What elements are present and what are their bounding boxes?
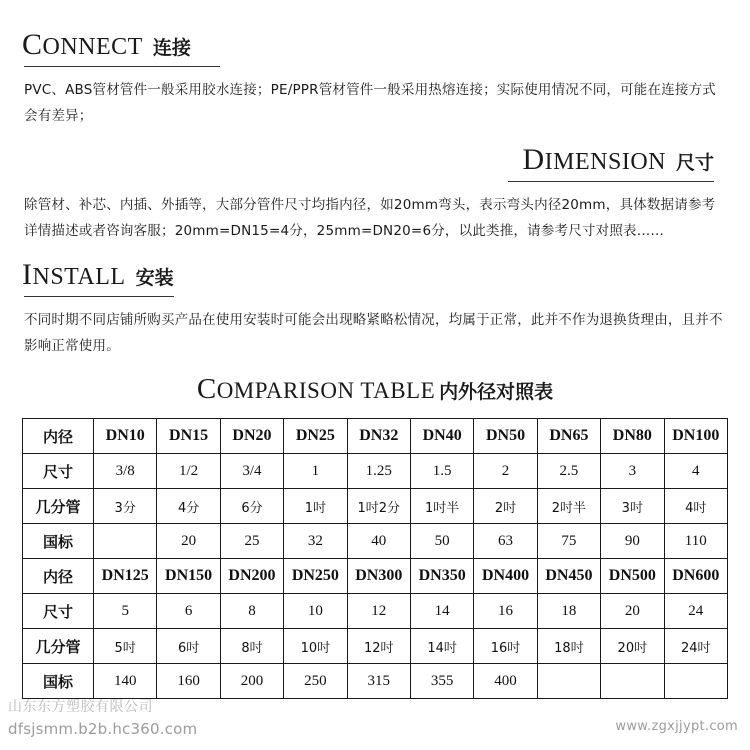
table-cell: DN450 [537,559,600,594]
dimension-body: 除管材、补芯、内插、外插等，大部分管件尺寸均指内径，如20mm弯头，表示弯头内径20mm，具体数据请参考详情描述或者咨询客服；20mm=DN15=4分，25mm=DN20=6分，以此类推，请参考尺寸对照表…… [24,197,716,239]
table-cell: 75 [537,524,600,559]
table-cell: 6吋 [157,629,220,664]
table-cell: 1吋 [284,489,347,524]
table-cell: DN200 [220,559,283,594]
install-heading-en: INSTALL [22,258,126,291]
table-cell: 1.25 [347,454,410,489]
table-row [23,454,728,489]
table-cell: 18吋 [537,629,600,664]
table-cell: DN25 [284,419,347,454]
table-cell: 4分 [157,489,220,524]
table-cell: DN15 [157,419,220,454]
table-cell: DN400 [474,559,537,594]
connect-heading [22,28,728,62]
table-cell: 200 [220,664,283,699]
table-cell: 10 [284,594,347,629]
table-cell: 14吋 [410,629,473,664]
table-cell: DN250 [284,559,347,594]
table-cell: DN65 [537,419,600,454]
table-cell: DN32 [347,419,410,454]
table-cell: 8 [220,594,283,629]
table-cell [537,664,600,699]
row-label: 内径 [23,419,94,454]
table-cell: DN125 [94,559,157,594]
table-cell: DN150 [157,559,220,594]
install-heading-cn: 安装 [135,267,174,289]
table-cell: 1吋2分 [347,489,410,524]
connect-underline [24,66,220,67]
table-cell: 140 [94,664,157,699]
watermark-site-right: www.zgxjjypt.com [615,719,738,734]
table-cell: 14 [410,594,473,629]
table-cell: 25 [220,524,283,559]
table-cell: 3吋 [601,489,664,524]
section-dimension [22,143,728,244]
table-cell: 20吋 [601,629,664,664]
table-cell: 315 [347,664,410,699]
table-cell: 24吋 [664,629,727,664]
table-cell: 18 [537,594,600,629]
table-cell: 1.5 [410,454,473,489]
table-cell: 4 [664,454,727,489]
section-connect [22,28,728,129]
table-cell: 3/4 [220,454,283,489]
watermark-site-left: dfsjsmm.b2b.hc360.com [8,720,198,738]
table-cell: 4吋 [664,489,727,524]
connect-heading-en: CONNECT [22,28,143,61]
table-cell [94,524,157,559]
table-cell: DN40 [410,419,473,454]
watermark-company: 山东东方塑胶有限公司 [8,699,153,715]
table-cell: 50 [410,524,473,559]
table-cell: 32 [284,524,347,559]
table-cell: DN600 [664,559,727,594]
table-cell: 3/8 [94,454,157,489]
row-label: 尺寸 [23,454,94,489]
table-cell: DN100 [664,419,727,454]
table-row [23,594,728,629]
table-cell: 40 [347,524,410,559]
table-cell: 20 [601,594,664,629]
table-cell: 90 [601,524,664,559]
table-cell: DN350 [410,559,473,594]
table-cell: 1/2 [157,454,220,489]
comparison-table [22,418,728,699]
install-body: 不同时期不同店铺所购买产品在使用安装时可能会出现略紧略松情况，均属于正常，此并不作为退换货理由，且并不影响正常使用。 [24,312,723,354]
row-label: 尺寸 [23,594,94,629]
table-cell: 16 [474,594,537,629]
comparison-title [22,373,728,406]
table-cell: 250 [284,664,347,699]
comparison-title-en: COMPARISON TABLE [196,373,436,405]
table-cell: 2吋半 [537,489,600,524]
table-cell: 3分 [94,489,157,524]
table-row [23,629,728,664]
install-heading [22,258,728,292]
table-cell: 10吋 [284,629,347,664]
table-cell: DN50 [474,419,537,454]
table-cell: 2 [474,454,537,489]
connect-heading-cn: 连接 [152,37,191,59]
table-cell: 1吋半 [410,489,473,524]
table-cell [664,664,727,699]
table-cell: 400 [474,664,537,699]
comparison-title-cn: 内外径对照表 [439,381,554,403]
install-underline [24,296,174,297]
table-cell: 355 [410,664,473,699]
connect-body: PVC、ABS管材管件一般采用胶水连接；PE/PPR管材管件一般采用热熔连接；实际使用情况不同，可能在连接方式会有差异； [24,82,717,124]
table-cell: DN10 [94,419,157,454]
table-cell: DN300 [347,559,410,594]
row-label: 内径 [23,559,94,594]
row-label: 几分管 [23,489,94,524]
section-install [22,258,728,359]
table-cell: 2.5 [537,454,600,489]
table-row [23,489,728,524]
table-row [23,559,728,594]
table-cell: 6分 [220,489,283,524]
table-cell: 3 [601,454,664,489]
table-row [23,524,728,559]
table-cell: 24 [664,594,727,629]
table-cell: 2吋 [474,489,537,524]
table-cell [601,664,664,699]
table-cell: DN80 [601,419,664,454]
table-row [23,419,728,454]
table-cell: 1 [284,454,347,489]
table-cell: 63 [474,524,537,559]
dimension-heading [22,143,728,177]
table-cell: 16吋 [474,629,537,664]
dimension-underline [508,181,714,182]
row-label: 国标 [23,524,94,559]
table-cell: DN500 [601,559,664,594]
table-row [23,664,728,699]
dimension-heading-en: DIMENSION [522,143,666,176]
table-cell: 5 [94,594,157,629]
table-cell: 12吋 [347,629,410,664]
row-label: 国标 [23,664,94,699]
table-cell: 12 [347,594,410,629]
row-label: 几分管 [23,629,94,664]
table-cell: 20 [157,524,220,559]
table-cell: 110 [664,524,727,559]
table-cell: 8吋 [220,629,283,664]
table-cell: 5吋 [94,629,157,664]
table-cell: 6 [157,594,220,629]
table-cell: 160 [157,664,220,699]
table-cell: DN20 [220,419,283,454]
dimension-heading-cn: 尺寸 [675,152,714,174]
